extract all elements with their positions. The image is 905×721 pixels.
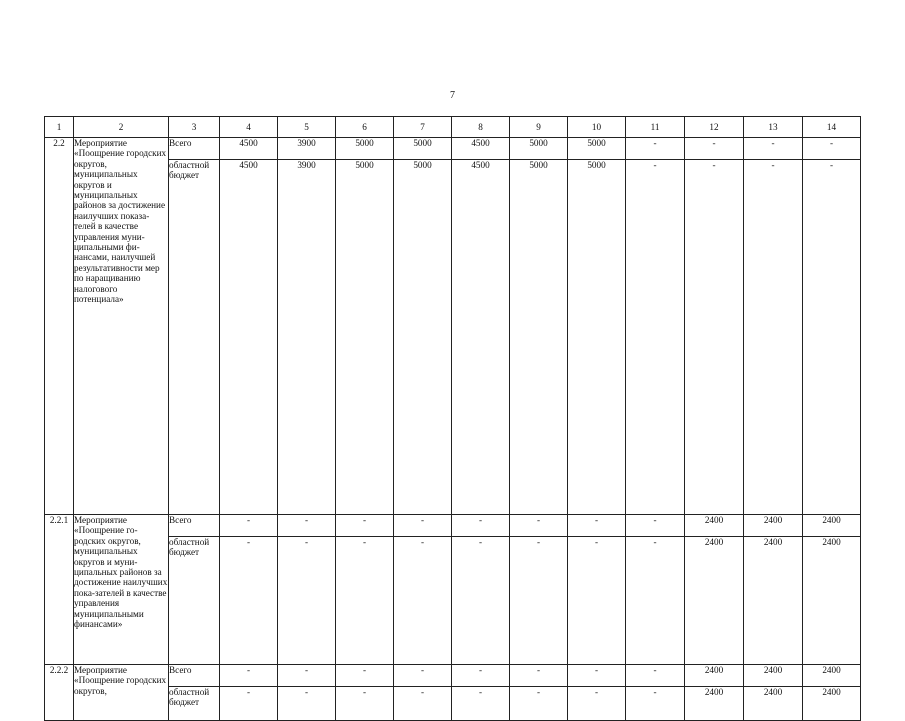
activity-name: Мероприятие «Поощрение городских округов, муниципальных округов и муниципальных районов за достижение наилучших показа-телей в качестве управления муни-ципальными фи-нансами, наилучшей результативности мер по наращиванию налогового потенциала»	[74, 138, 169, 515]
table-cell: -	[278, 537, 336, 665]
column-header: 8	[452, 117, 510, 138]
table-cell: -	[626, 665, 685, 687]
table-cell: 2400	[803, 665, 861, 687]
table-cell: 2400	[685, 537, 744, 665]
funding-source: Всего	[169, 665, 220, 687]
table-cell: -	[510, 515, 568, 537]
column-header: 11	[626, 117, 685, 138]
column-header: 4	[220, 117, 278, 138]
table-cell: -	[452, 537, 510, 665]
table-cell: 3900	[278, 138, 336, 160]
column-header: 2	[74, 117, 169, 138]
table-cell: 5000	[394, 138, 452, 160]
funding-source: Всего	[169, 515, 220, 537]
table-cell: -	[626, 537, 685, 665]
table-cell: -	[336, 665, 394, 687]
funding-source: областной бюджет	[169, 160, 220, 515]
table-cell: 2400	[685, 665, 744, 687]
table-cell: -	[626, 160, 685, 515]
column-header: 12	[685, 117, 744, 138]
table-cell: 2400	[803, 537, 861, 665]
column-header: 10	[568, 117, 626, 138]
funding-source: областной бюджет	[169, 687, 220, 721]
table-cell: -	[803, 138, 861, 160]
table-cell: -	[568, 687, 626, 721]
table-cell: -	[394, 537, 452, 665]
table-cell: 5000	[510, 160, 568, 515]
table-cell: -	[452, 665, 510, 687]
table-cell: -	[744, 160, 803, 515]
budget-table	[44, 116, 861, 721]
table-cell: 2400	[803, 687, 861, 721]
table-cell: -	[394, 687, 452, 721]
table-cell: 5000	[510, 138, 568, 160]
table-cell: 2400	[744, 515, 803, 537]
table-cell: 4500	[220, 138, 278, 160]
column-header: 3	[169, 117, 220, 138]
table-cell: 5000	[336, 160, 394, 515]
table-cell: -	[568, 537, 626, 665]
table-cell: -	[394, 665, 452, 687]
table-row	[45, 138, 861, 160]
column-header: 7	[394, 117, 452, 138]
table-cell: 4500	[220, 160, 278, 515]
table-cell: -	[336, 537, 394, 665]
table-cell: -	[510, 665, 568, 687]
table-cell: 2400	[685, 515, 744, 537]
table-cell: -	[220, 665, 278, 687]
column-header: 1	[45, 117, 74, 138]
table-cell: -	[685, 138, 744, 160]
table-cell: -	[452, 687, 510, 721]
table-cell: -	[510, 687, 568, 721]
table-cell: -	[220, 537, 278, 665]
table-cell: -	[626, 138, 685, 160]
table-cell: -	[336, 515, 394, 537]
table-cell: -	[220, 515, 278, 537]
column-header: 13	[744, 117, 803, 138]
row-code: 2.2.2	[45, 665, 74, 721]
activity-name: Мероприятие «Поощрение городских округов,	[74, 665, 169, 721]
column-header: 14	[803, 117, 861, 138]
table-cell: -	[278, 665, 336, 687]
column-header: 6	[336, 117, 394, 138]
table-cell: -	[803, 160, 861, 515]
table-cell: -	[626, 687, 685, 721]
table-row	[45, 515, 861, 537]
table-cell: 2400	[744, 537, 803, 665]
table-cell: 3900	[278, 160, 336, 515]
table-cell: 4500	[452, 160, 510, 515]
table-cell: -	[394, 515, 452, 537]
table-cell: 2400	[744, 665, 803, 687]
activity-name: Мероприятие «Поощрение го-родских округов, муниципальных округов и муни-ципальных районов за достижение наилучших пока-зателей в качестве управления муниципальными финансами»	[74, 515, 169, 665]
table-cell: -	[685, 160, 744, 515]
row-code: 2.2.1	[45, 515, 74, 665]
table-cell: -	[744, 138, 803, 160]
table-cell: 2400	[744, 687, 803, 721]
table-cell: -	[452, 515, 510, 537]
table-cell: -	[220, 687, 278, 721]
table-cell: -	[568, 515, 626, 537]
table-cell: -	[336, 687, 394, 721]
funding-source: Всего	[169, 138, 220, 160]
table-cell: -	[278, 515, 336, 537]
table-cell: -	[510, 537, 568, 665]
column-header: 5	[278, 117, 336, 138]
table-cell: 4500	[452, 138, 510, 160]
table-cell: -	[278, 687, 336, 721]
table-cell: 2400	[685, 687, 744, 721]
table-cell: 2400	[803, 515, 861, 537]
page-number: 7	[450, 90, 455, 101]
row-code: 2.2	[45, 138, 74, 515]
table-row	[45, 665, 861, 687]
table-cell: -	[626, 515, 685, 537]
table-cell: -	[568, 665, 626, 687]
column-header: 9	[510, 117, 568, 138]
funding-source: областной бюджет	[169, 537, 220, 665]
table-cell: 5000	[568, 138, 626, 160]
table-cell: 5000	[568, 160, 626, 515]
table-cell: 5000	[394, 160, 452, 515]
table-header-row	[45, 117, 861, 138]
table-cell: 5000	[336, 138, 394, 160]
